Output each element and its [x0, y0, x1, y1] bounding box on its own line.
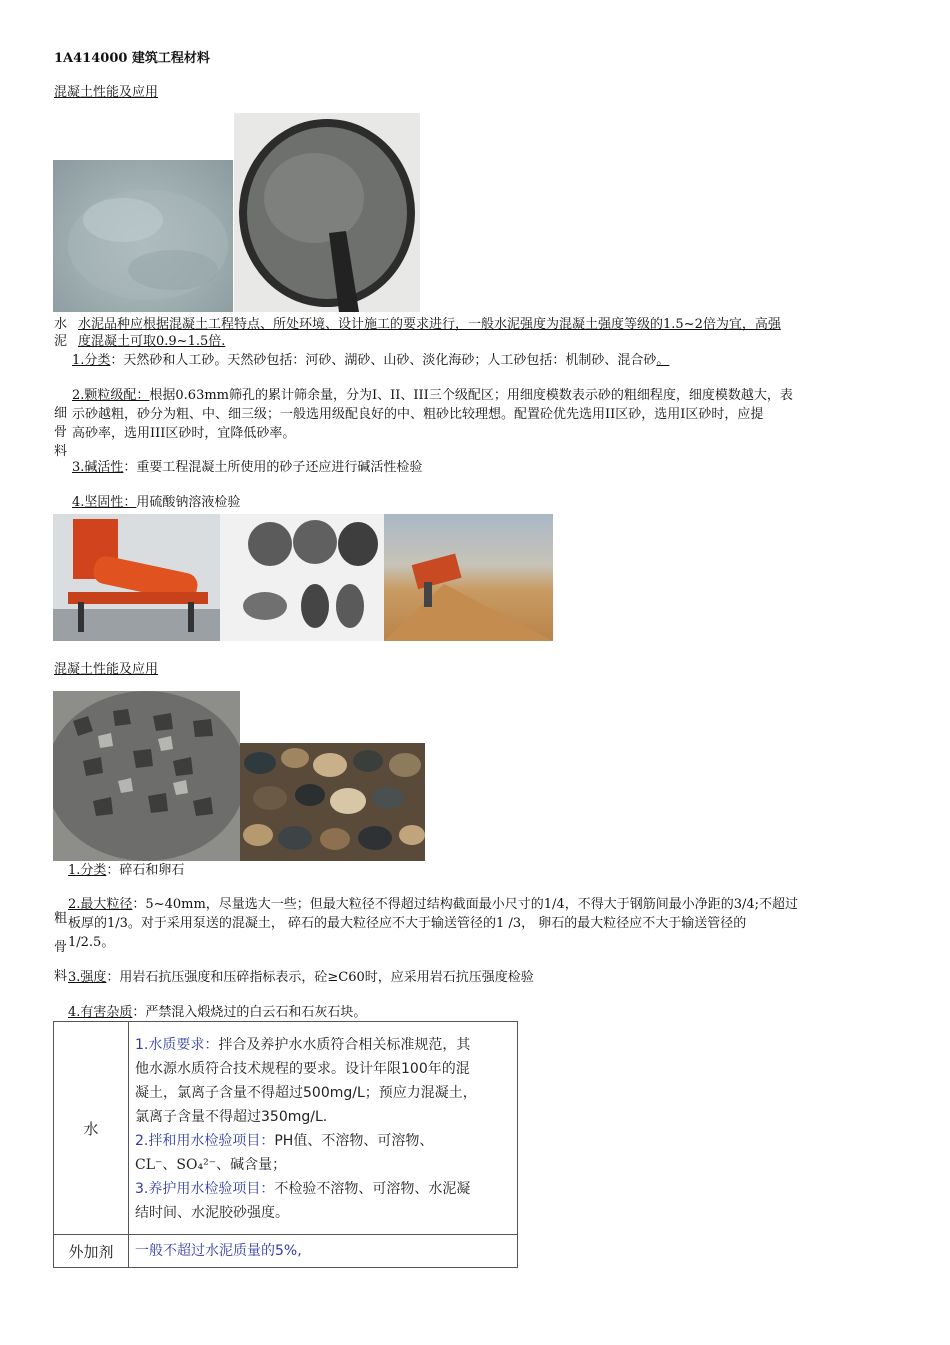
table-label-water: 水 — [54, 1022, 129, 1235]
fine-item3 — [72, 459, 422, 476]
coarse-item1 — [68, 862, 184, 879]
crushed-stone-image — [53, 691, 240, 861]
page-heading: 1A414000 建筑工程材料 — [54, 51, 210, 66]
side-char: 骨 — [54, 425, 68, 440]
water-admixture-table — [53, 1021, 518, 1268]
cement-text-line2: 度混凝土可取0.9~1.5倍. — [78, 334, 226, 349]
sand-samples-photo — [220, 514, 384, 641]
curing-test-line — [135, 1177, 511, 1201]
water-quality-text: 凝土，氯离子含量不得超过500mg/L；预应力混凝土， — [135, 1085, 477, 1101]
side-char: 料 — [54, 444, 68, 459]
fine-item2-label: 2.颗粒级配： — [72, 388, 150, 403]
fine-item4-label: 4.坚固性： — [72, 495, 137, 510]
table-label-admixture: 外加剂 — [54, 1235, 129, 1268]
coarse-item1-text: ：碎石和卵石 — [106, 863, 185, 878]
side-char: 水 — [54, 317, 68, 332]
side-char: 泥 — [54, 334, 68, 349]
section-title-2: 混凝土性能及应用 — [54, 662, 159, 677]
sand-quarry-image — [384, 514, 553, 641]
fine-item2-line3: 高砂率，选用III区砂时，宜降低砂率。 — [72, 426, 296, 441]
coarse-item4-label: 4.有害杂质 — [68, 1005, 133, 1020]
fine-item2-text1: 根据0.63mm筛孔的累计筛余量，分为I、II、III三个级配区；用细度模数表示砂的粗细程度，细度模数越大，表 — [149, 388, 793, 403]
coarse-item4 — [68, 1004, 366, 1021]
fine-item1-text: ：天然砂和人工砂。天然砂包括：河砂、湖砂、山砂、淡化海砂；人工砂包括：机制砂、混合砂 — [110, 353, 657, 368]
table-row-admixture — [54, 1235, 518, 1268]
fine-item2-line1 — [72, 387, 793, 404]
fine-item4-text: 用硫酸钠溶液检验 — [136, 495, 241, 510]
side-char: 细 — [54, 406, 68, 421]
cement-paste-photo — [234, 113, 420, 312]
side-char: 骨 — [54, 940, 68, 955]
table-cell-water-content — [129, 1022, 518, 1235]
crushed-stone-photo — [53, 691, 240, 861]
fine-side-label — [54, 404, 68, 461]
sand-screening-machine-image — [53, 514, 220, 641]
fine-item1-label: 1.分类 — [72, 353, 111, 368]
coarse-item2-line1 — [68, 896, 798, 913]
cement-powder-image — [53, 160, 233, 312]
water-quality-text: 他水源水质符合技术规程的要求。设计年限100年的混 — [135, 1061, 470, 1077]
water-quality-text: 氯离子含量不得超过350mg/L. — [135, 1109, 328, 1125]
water-quality-text: 拌合及养护水水质符合相关标准规范，其 — [218, 1037, 471, 1053]
coarse-item3 — [68, 969, 534, 986]
cement-text-line1: 水泥品种应根据混凝土工程特点、所处环境、设计施工的要求进行，一般水泥强度为混凝土强度等级的1.5~2倍为宜，高强 — [78, 317, 781, 332]
side-char: 料 — [54, 969, 68, 984]
cement-side-label — [54, 316, 68, 350]
pebble-image — [240, 743, 425, 861]
pebble-photo — [240, 743, 425, 861]
fine-item1 — [72, 352, 669, 369]
coarse-item2-text1: ：5~40mm，尽量选大一些；但最大粒径不得超过结构截面最小尺寸的1/4，不得大于钢筋间最小净距的3/4;不超过 — [132, 897, 798, 912]
curing-test-title: 3.养护用水检验项目： — [135, 1181, 275, 1197]
coarse-item2-label: 2.最大粒径 — [68, 897, 133, 912]
cement-powder-photo — [53, 160, 233, 312]
sand-screening-machine-photo — [53, 514, 220, 641]
table-row-water — [54, 1022, 518, 1235]
fine-item1-end: 。 — [656, 353, 670, 368]
coarse-item3-label: 3.强度 — [68, 970, 107, 985]
fine-item2-line2: 示砂越粗，砂分为粗、中、细三级；一般选用级配良好的中、粗砂比较理想。配置砼优先选用II区砂，选用I区砂时，应提 — [72, 407, 764, 422]
sand-samples-image — [220, 514, 384, 641]
water-quality-line1 — [135, 1033, 511, 1057]
fine-item3-text: ：重要工程混凝土所使用的砂子还应进行碱活性检验 — [123, 460, 423, 475]
fine-item4 — [72, 494, 240, 511]
coarse-item2-line3: 1/2.5。 — [68, 935, 115, 950]
mix-test-ions: CL⁻、SO₄²⁻、碱含量； — [135, 1157, 287, 1173]
table-cell-admixture: 一般不超过水泥质量的5%, — [129, 1235, 518, 1268]
coarse-item3-text: ：用岩石抗压强度和压碎指标表示，砼≥C60时，应采用岩石抗压强度检验 — [106, 970, 534, 985]
curing-test-text: 结时间、水泥胶砂强度。 — [135, 1205, 289, 1221]
water-quality-title: 1.水质要求： — [135, 1037, 219, 1053]
cement-paste-image — [234, 113, 420, 312]
section-title-1: 混凝土性能及应用 — [54, 85, 159, 100]
coarse-item4-text: ：严禁混入煅烧过的白云石和石灰石块。 — [132, 1005, 367, 1020]
curing-test-text: 不检验不溶物、可溶物、水泥凝 — [274, 1181, 471, 1197]
coarse-item2-line2: 板厚的1/3。对于采用泵送的混凝土， 碎石的最大粒径应不大于输送管径的1 /3， 卵石的最大粒径应不大于输送管径的 — [68, 916, 747, 931]
sand-quarry-photo — [384, 514, 553, 641]
coarse-side-label — [54, 904, 68, 991]
mix-test-title: 2.拌和用水检验项目： — [135, 1133, 275, 1149]
mix-test-line — [135, 1129, 511, 1153]
fine-item3-label: 3.碱活性 — [72, 460, 124, 475]
mix-test-text: PH值、不溶物、可溶物、 — [274, 1133, 434, 1149]
side-char: 粗 — [54, 911, 68, 926]
coarse-item1-label: 1.分类 — [68, 863, 107, 878]
